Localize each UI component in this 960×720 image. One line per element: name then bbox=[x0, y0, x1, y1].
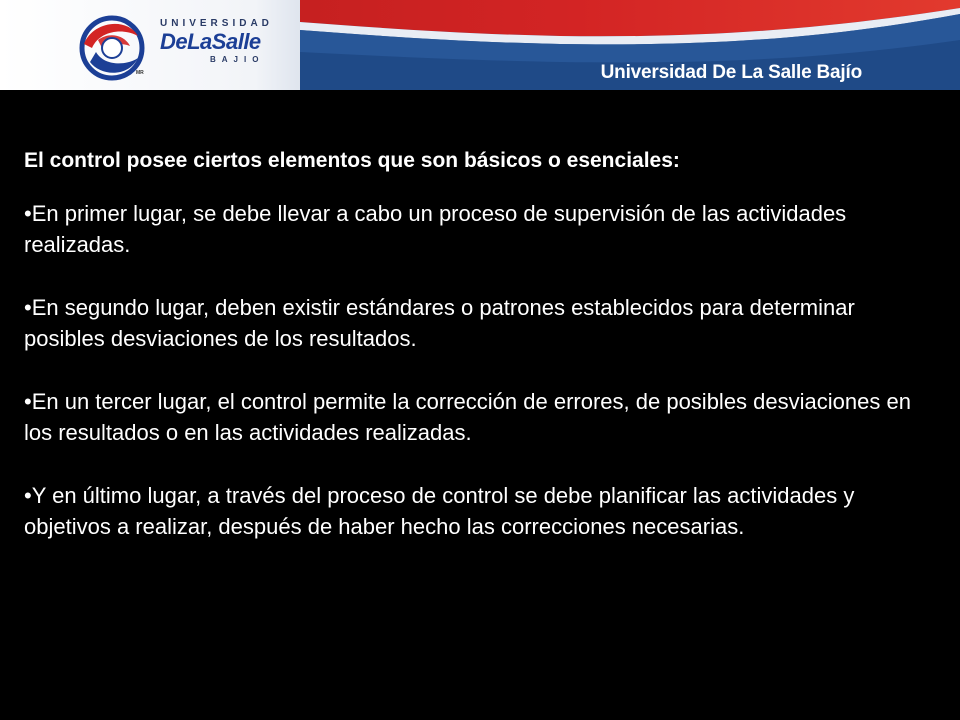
header-banner bbox=[0, 0, 960, 90]
logo-registered-mark: MR bbox=[136, 70, 144, 76]
bullet-item: •En primer lugar, se debe llevar a cabo un proceso de supervisión de las actividades realizadas. bbox=[24, 201, 847, 257]
bullet-item: •En un tercer lugar, el control permite la corrección de errores, de posibles desviaciones en los resultados o en las actividades realizadas. bbox=[24, 389, 911, 445]
logo-wordmark bbox=[160, 18, 280, 66]
logo-line-bajio: BAJIO bbox=[210, 55, 265, 64]
slide-heading: El control posee ciertos elementos que son básicos o esenciales: bbox=[24, 149, 680, 172]
logo-line-universidad: UNIVERSIDAD bbox=[160, 18, 273, 29]
header-title: Universidad De La Salle Bajío bbox=[600, 62, 862, 83]
logo-line-delasalle: DeLaSalle bbox=[160, 29, 261, 54]
slide-content bbox=[24, 145, 924, 574]
bullet-item: •En segundo lugar, deben existir estándares o patrones establecidos para determinar posibles desviaciones de los resultados. bbox=[24, 295, 855, 351]
bullet-item: •Y en último lugar, a través del proceso de control se debe planificar las actividades y objetivos a realizar, después de haber hecho las correcciones necesarias. bbox=[24, 483, 855, 539]
